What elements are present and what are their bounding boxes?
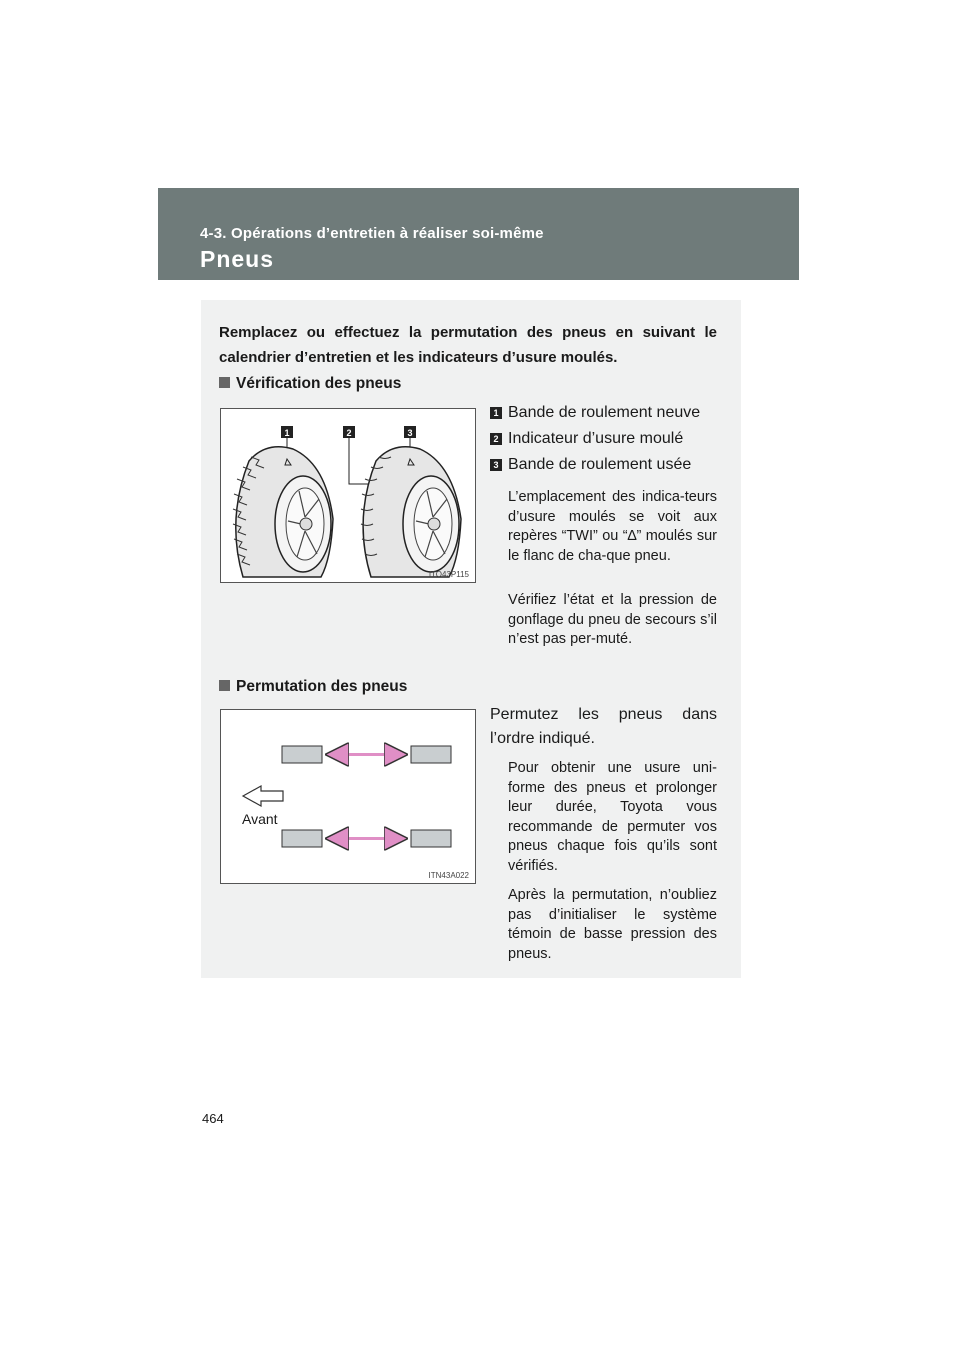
bullet-square-icon xyxy=(219,377,230,388)
section-header xyxy=(158,188,799,280)
svg-text:3: 3 xyxy=(407,428,413,438)
number-badge: 1 xyxy=(490,407,502,419)
tire-front-right-icon xyxy=(411,746,451,763)
page-title: Pneus xyxy=(200,246,275,272)
number-badge: 2 xyxy=(490,433,502,445)
rotation-instruction: Permutez les pneus dans l’ordre indiqué. xyxy=(490,706,717,747)
verification-heading: Vérification des pneus xyxy=(219,375,401,393)
intro-text: Remplacez ou effectuez la permutation des pneus en suivant le calendrier d’entretien et les indicateurs d’usure moulés. xyxy=(219,324,717,366)
section-title: 4-3. Opérations d’entretien à réaliser soi-même xyxy=(200,225,544,242)
front-direction-arrow-icon xyxy=(243,786,283,806)
bullet-square-icon xyxy=(219,680,230,691)
tire-front-left-icon xyxy=(282,746,322,763)
list-item: 2 Indicateur d’usure moulé xyxy=(490,429,683,449)
note-twi: L’emplacement des indica-teurs d’usure moulés se voit aux repères “TWI” ou “∆” moulés sur le flanc de cha-que pneu. xyxy=(508,489,717,564)
figure-code: ITN43A022 xyxy=(428,871,469,880)
front-label: Avant xyxy=(242,811,278,827)
number-badge: 3 xyxy=(490,459,502,471)
note-spare-tire: Vérifiez l’état et la pression de gonflage du pneu de secours s’il n’est pas per-muté. xyxy=(508,592,717,647)
list-item: 1 Bande de roulement neuve xyxy=(490,403,700,423)
list-item: 3 Bande de roulement usée xyxy=(490,455,691,475)
rotation-figure xyxy=(220,709,476,884)
permutation-heading: Permutation des pneus xyxy=(219,678,407,696)
tire-rear-left-icon xyxy=(282,830,322,847)
svg-text:2: 2 xyxy=(346,428,352,438)
note-reset-tpms: Après la permutation, n’oubliez pas d’initialiser le système témoin de basse pression des pneus. xyxy=(508,887,717,962)
tire-wear-figure xyxy=(220,408,476,583)
page-number: 464 xyxy=(202,1111,224,1126)
figure-code: ITO43P115 xyxy=(428,570,469,579)
note-rotation-advice: Pour obtenir une usure uni-forme des pneus et prolonger leur durée, Toyota vous recommande de permuter vos pneus chaque fois qu’ils sont vérifiés. xyxy=(508,760,717,874)
rotation-diagram xyxy=(221,710,475,883)
worn-tire-icon xyxy=(361,447,461,577)
tire-illustration xyxy=(221,409,475,582)
tire-rear-right-icon xyxy=(411,830,451,847)
new-tire-icon xyxy=(233,447,333,577)
svg-text:1: 1 xyxy=(284,428,290,438)
